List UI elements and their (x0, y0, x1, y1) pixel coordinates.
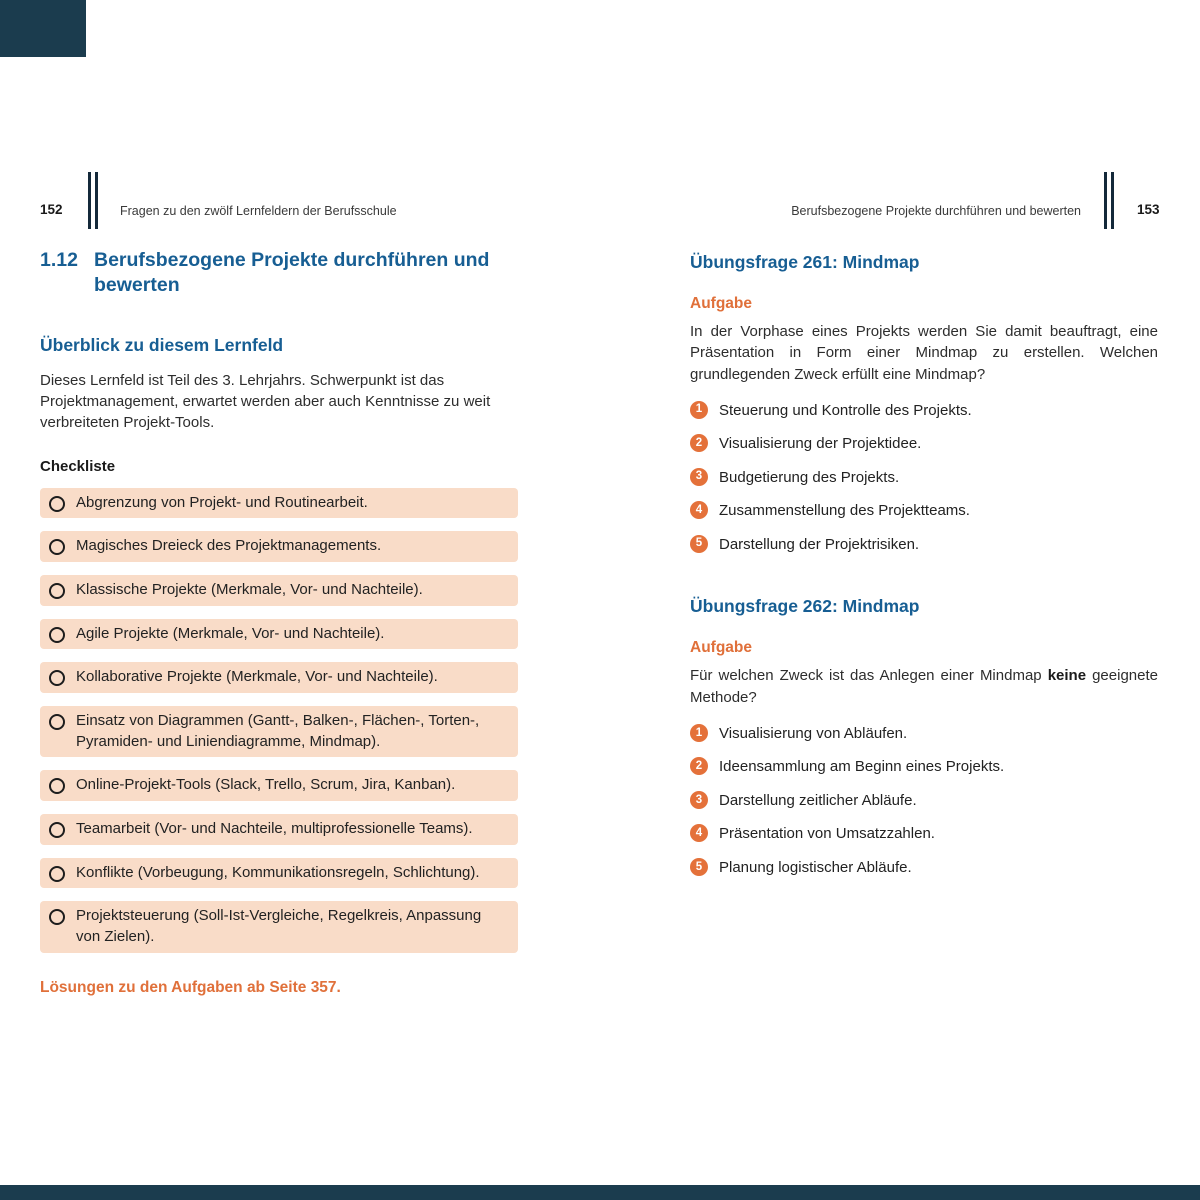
option-item (690, 468, 1158, 488)
checklist-item-text: Magisches Dreieck des Projektmanagements. (76, 537, 382, 555)
running-head-right: Berufsbezogene Projekte durchführen und bewerten (791, 204, 1081, 218)
checkbox-circle-icon (49, 866, 65, 882)
option-number-badge: 3 (690, 791, 708, 809)
option-text: Steuerung und Kontrolle des Projekts. (719, 401, 972, 419)
corner-accent-block (0, 0, 86, 57)
option-text: Präsentation von Umsatzzahlen. (719, 825, 935, 843)
question-261-task-text: In der Vorphase eines Projekts werden Sie damit beauftragt, eine Präsentation in Form einer Mindmap zu erstellen. Welchen grundlegenden Zweck erfüllt eine Mindmap? (690, 323, 1158, 383)
option-number-badge: 1 (690, 401, 708, 419)
option-number-badge: 4 (690, 824, 708, 842)
option-text: Darstellung zeitlicher Abläufe. (719, 791, 917, 809)
double-rule-right (1104, 172, 1114, 229)
option-number-badge: 4 (690, 501, 708, 519)
checklist-item (40, 770, 518, 801)
checklist-item-text: Kollaborative Projekte (Merkmale, Vor- und Nachteile). (76, 668, 438, 686)
checklist (40, 488, 518, 953)
checkbox-circle-icon (49, 496, 65, 512)
solutions-note: Lösungen zu den Aufgaben ab Seite 357. (40, 978, 341, 996)
checklist-item (40, 619, 518, 650)
option-item (690, 535, 1158, 555)
option-text: Visualisierung von Abläufen. (719, 724, 908, 742)
running-head-left: Fragen zu den zwölf Lernfeldern der Berufsschule (120, 204, 397, 218)
option-item (690, 401, 1158, 421)
option-number-badge: 2 (690, 434, 708, 452)
question-262-options (690, 724, 1158, 878)
checklist-item (40, 662, 518, 693)
page-number-right: 153 (1137, 202, 1160, 217)
option-number-badge: 1 (690, 724, 708, 742)
option-text: Ideensammlung am Beginn eines Projekts. (719, 758, 1005, 776)
option-text: Visualisierung der Projektidee. (719, 435, 922, 453)
checklist-item-text: Abgrenzung von Projekt- und Routinearbeit. (76, 493, 368, 511)
option-number-badge: 5 (690, 858, 708, 876)
checkbox-circle-icon (49, 714, 65, 730)
overview-paragraph: Dieses Lernfeld ist Teil des 3. Lehrjahrs. Schwerpunkt ist das Projektmanagement, erwartet werden aber auch Kenntnisse zu weit verbreiteten Projekt-Tools. (40, 371, 491, 432)
checklist-item (40, 858, 518, 889)
checklist-item-text: Projektsteuerung (Soll-Ist-Vergleiche, Regelkreis, Anpassung von Zielen). (76, 907, 482, 946)
option-number-badge: 3 (690, 468, 708, 486)
section-heading (40, 248, 518, 299)
option-item (690, 434, 1158, 454)
checklist-item (40, 575, 518, 606)
option-item (690, 858, 1158, 878)
task-text-after: geeignete Methode? (690, 667, 1158, 706)
checklist-item-text: Agile Projekte (Merkmale, Vor- und Nachteile). (76, 624, 385, 642)
checklist-item-text: Konflikte (Vorbeugung, Kommunikationsregeln, Schlichtung). (76, 863, 480, 881)
checkbox-circle-icon (49, 778, 65, 794)
question-261-title: Übungsfrage 261: Mindmap (690, 252, 920, 272)
option-text: Budgetierung des Projekts. (719, 468, 900, 486)
section-number: 1.12 (40, 249, 78, 271)
option-item (690, 757, 1158, 777)
checkbox-circle-icon (49, 909, 65, 925)
option-text: Zusammenstellung des Projektteams. (719, 502, 970, 520)
option-text: Darstellung der Projektrisiken. (719, 535, 920, 553)
question-262-task-label: Aufgabe (690, 639, 752, 657)
checklist-item-text: Klassische Projekte (Merkmale, Vor- und Nachteile). (76, 580, 423, 598)
overview-heading: Überblick zu diesem Lernfeld (40, 334, 284, 355)
checklist-heading: Checkliste (40, 457, 116, 475)
checklist-item-text: Teamarbeit (Vor- und Nachteile, multiprofessionelle Teams). (76, 820, 473, 838)
option-number-badge: 5 (690, 535, 708, 553)
checkbox-circle-icon (49, 583, 65, 599)
option-item (690, 791, 1158, 811)
checklist-item (40, 531, 518, 562)
question-261-options (690, 401, 1158, 555)
bottom-accent-bar (0, 1185, 1200, 1200)
section-title: Berufsbezogene Projekte durchführen und bewerten (94, 249, 490, 297)
checklist-item (40, 488, 518, 519)
checkbox-circle-icon (49, 627, 65, 643)
option-item (690, 724, 1158, 744)
checklist-item-text: Online-Projekt-Tools (Slack, Trello, Scrum, Jira, Kanban). (76, 776, 456, 794)
task-text-bold: keine (1047, 667, 1087, 685)
left-page-column (40, 248, 518, 997)
checkbox-circle-icon (49, 539, 65, 555)
option-item (690, 501, 1158, 521)
question-262-title: Übungsfrage 262: Mindmap (690, 596, 920, 617)
checklist-item-text: Einsatz von Diagrammen (Gantt-, Balken-, Flächen-, Torten-, Pyramiden- und Liniendiagramme, Mindmap). (76, 712, 480, 750)
right-page-column (690, 252, 1158, 891)
checkbox-circle-icon (49, 822, 65, 838)
checklist-item (40, 814, 518, 845)
double-rule-left (88, 172, 98, 229)
checklist-item (40, 706, 518, 757)
page-number-left: 152 (40, 202, 63, 217)
checkbox-circle-icon (49, 670, 65, 686)
option-number-badge: 2 (690, 757, 708, 775)
task-text-before: Für welchen Zweck ist das Anlegen einer Mindmap (690, 667, 1048, 685)
option-text: Planung logistischer Abläufe. (719, 858, 912, 876)
question-262-task-text (690, 665, 1158, 708)
question-261-task-label: Aufgabe (690, 295, 752, 312)
option-item (690, 824, 1158, 844)
checklist-item (40, 901, 518, 952)
